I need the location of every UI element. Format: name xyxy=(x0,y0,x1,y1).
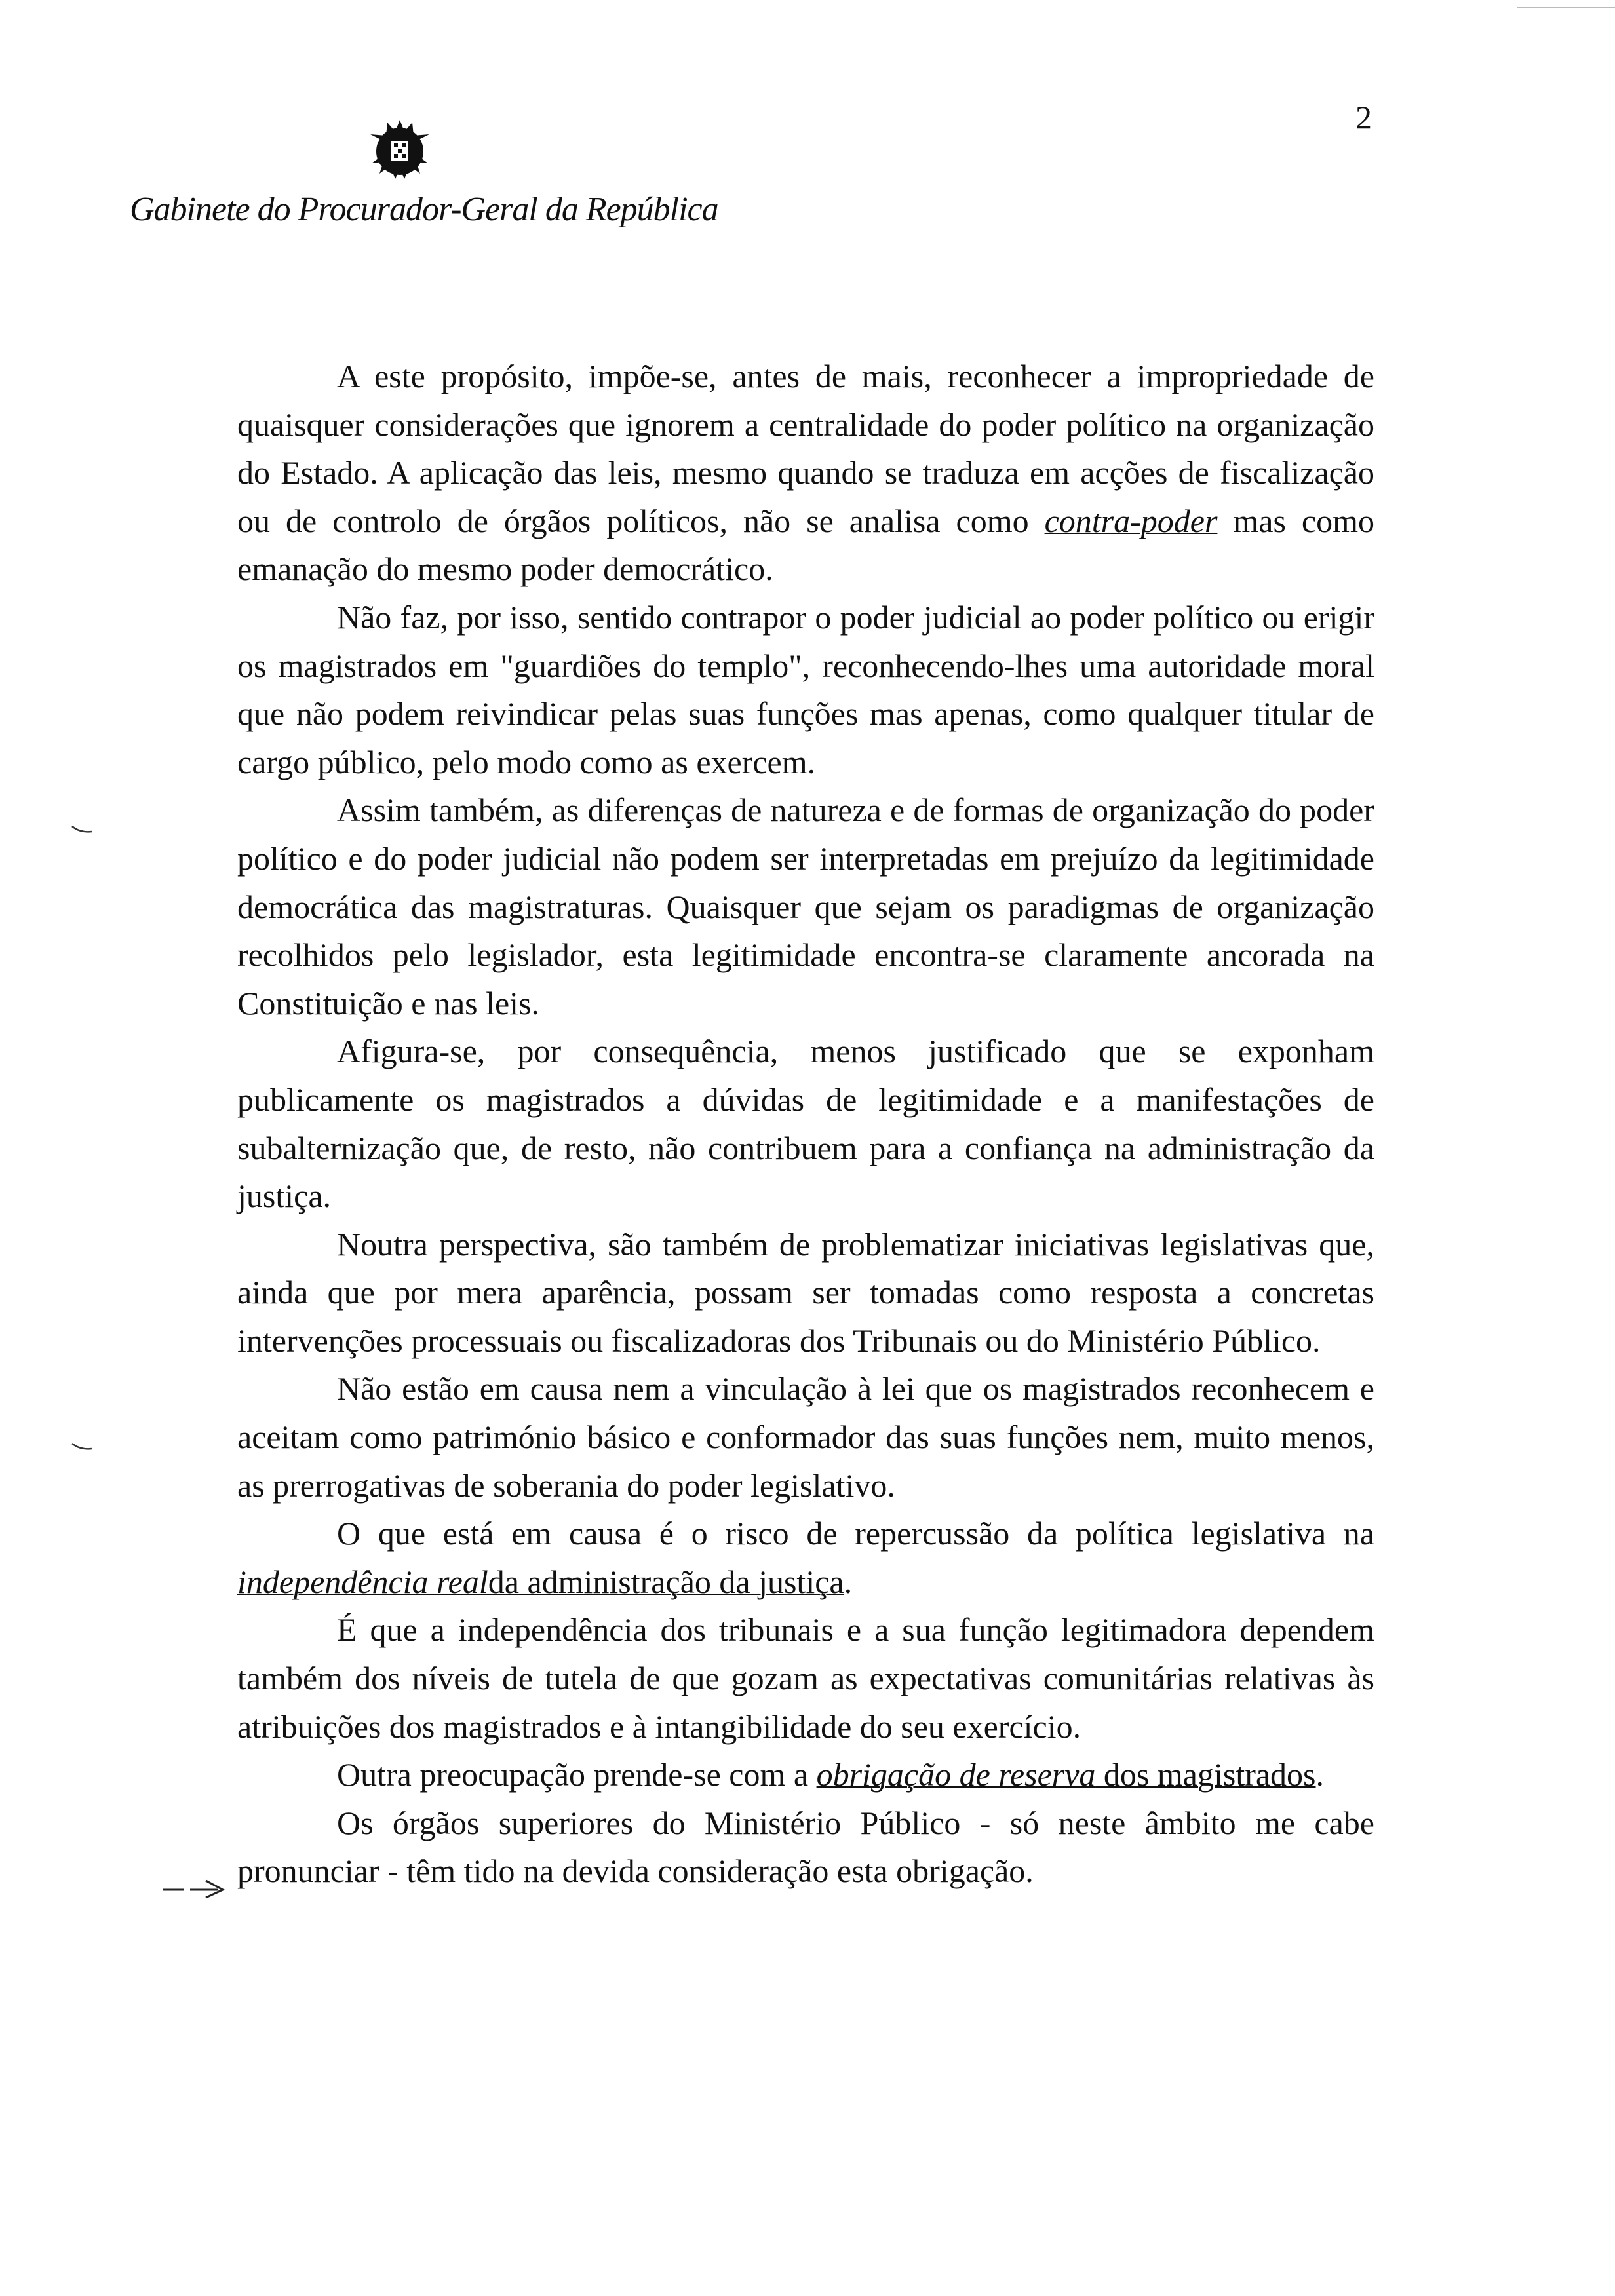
underlined-text: da administração da justiça xyxy=(488,1563,844,1600)
paragraph: Noutra perspectiva, são também de problematizar iniciativas legislativas que, ainda que por mera aparência, possam ser tomadas como resposta a concretas intervenções processuais ou fiscalizadoras dos Tribunais ou do Ministério Público. xyxy=(237,1225,1374,1359)
paragraph: A este propósito, impõe-se, antes de mais, reconhecer a impropriedade de quaisquer considerações que ignorem a centralidade do poder político na organização do Estado. A aplicação das leis, mesmo quando se traduza em acções de fiscalização ou de controlo de órgãos políticos, não se analisa como contra-poder mas como emanação do mesmo poder democrático. xyxy=(237,358,1374,588)
coat-of-arms-icon xyxy=(357,108,442,193)
paragraph: É que a independência dos tribunais e a sua função legitimadora dependem também dos níveis de tutela de que gozam as expectativas comunitárias relativas às atribuições dos magistrados e à intangibilidade do seu exercício. xyxy=(237,1611,1374,1745)
paragraph: Não estão em causa nem a vinculação à lei que os magistrados reconhecem e aceitam como património básico e conformador das suas funções nem, muito menos, as prerrogativas de soberania do poder legislativo. xyxy=(237,1370,1374,1504)
document-body xyxy=(237,353,1374,1896)
office-header: Gabinete do Procurador-Geral da República xyxy=(130,191,718,228)
paragraph: Afigura-se, por consequência, menos justificado que se exponham publicamente os magistrados a dúvidas de legitimidade e a manifestações de subalternização que, de resto, não contribuem para a confiança na administração da justiça. xyxy=(237,1033,1374,1215)
paragraph: O que está em causa é o risco de repercussão da política legislativa na independência realda administração da justiça. xyxy=(237,1515,1374,1600)
emphasis-text: obrigação de reserva xyxy=(816,1756,1096,1793)
paragraph: Assim também, as diferenças de natureza e de formas de organização do poder político e do poder judicial não podem ser interpretadas em prejuízo da legitimidade democrática das magistraturas. Quaisquer que sejam os paradigmas de organização recolhidos pelo legislador, esta legitimidade encontra-se claramente ancorada na Constituição e nas leis. xyxy=(237,792,1374,1022)
margin-mark-icon xyxy=(71,824,93,835)
paragraph: Outra preocupação prende-se com a obrigação de reserva dos magistrados. xyxy=(337,1756,1325,1793)
margin-arrow-icon xyxy=(160,1875,232,1902)
page-number: 2 xyxy=(1355,99,1372,136)
emphasis-text: contra-poder xyxy=(1044,502,1218,539)
emphasis-text: independência real xyxy=(237,1563,488,1600)
margin-mark-icon xyxy=(71,1442,93,1452)
scan-edge-line xyxy=(1517,7,1615,8)
paragraph: Não faz, por isso, sentido contrapor o poder judicial ao poder político ou erigir os magistrados em "guardiões do templo", reconhecendo-lhes uma autoridade moral que não podem reivindicar pelas suas funções mas apenas, como qualquer titular de cargo público, pelo modo como as exercem. xyxy=(237,598,1374,780)
underlined-text: dos magistrados xyxy=(1095,1756,1316,1793)
paragraph: Os órgãos superiores do Ministério Público - só neste âmbito me cabe pronunciar - têm tido na devida consideração esta obrigação. xyxy=(237,1804,1374,1890)
